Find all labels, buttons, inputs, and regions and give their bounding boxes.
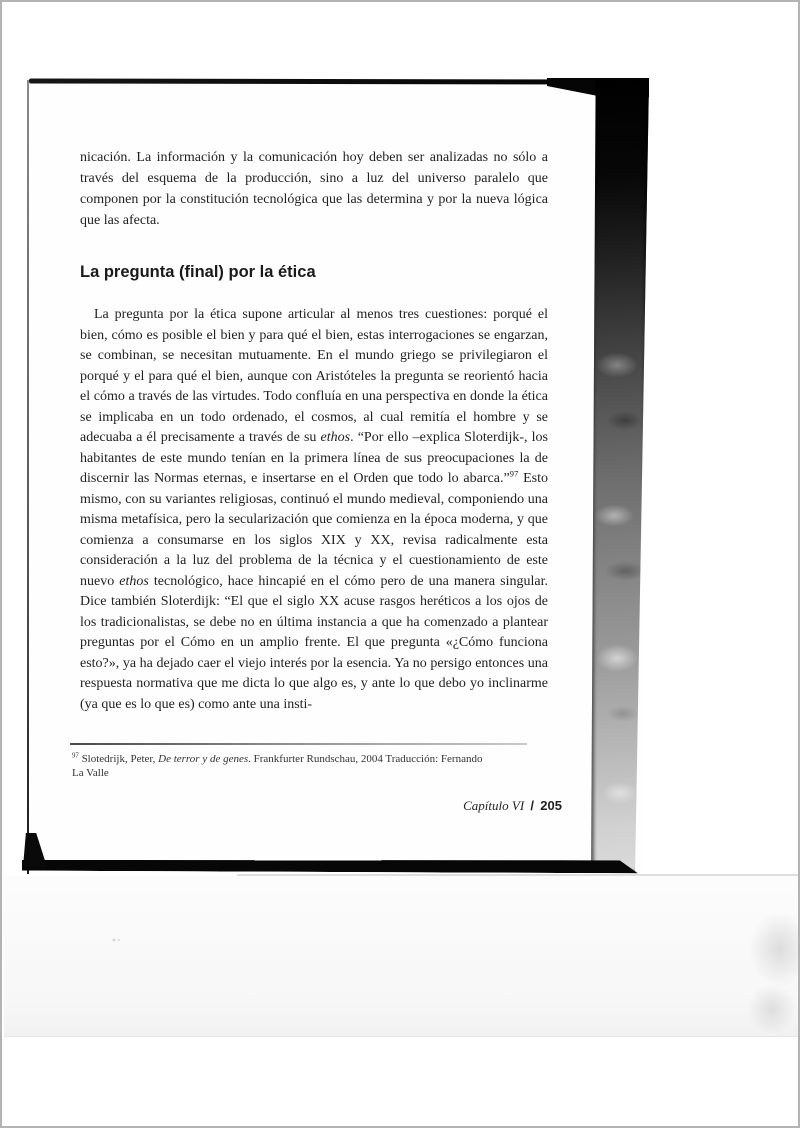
book-page — [27, 80, 644, 874]
page-left-edge — [27, 80, 29, 874]
chapter-label: Capítulo VI — [463, 798, 525, 813]
footnote: $^{97}$ Slotedrijk, Peter, De terror y de genes. Frankfurter Rundschau, 2004 Traducción: Fernando La Valle — [72, 752, 483, 779]
footnote-divider — [70, 743, 527, 745]
page-number: 205 — [540, 798, 562, 813]
scan-speck — [112, 938, 120, 942]
body-paragraph-continuation: nicación. La información y la comunicación hoy deben ser analizadas no sólo a través del esquema de la producción, sino a luz del universo paralelo que componen por la constitución tecnológica que las determina y por la nueva lógica que las afecta. — [80, 150, 548, 228]
body-paragraph-main: La pregunta por la ética supone articular al menos tres cuestiones: porqué el bien, cómo es posible el bien y para qué el bien, estas interrogaciones se engarzan, se combinan, se necesitan mutuamente. En el mundo griego se privilegiaron el porqué y el para qué el bien, aunque con Aristóteles la pregunta se reorientó hacia el cómo a través de las virtudes. Todo confluía en una perspectiva en donde la ética se implicaba en un todo ordenado, el cosmos, al cual remitía el hombre y se adecuaba a él precisamente a través de su ethos. “Por ello –explica Sloterdijk-, los habitantes de este mundo tenían en la primera línea de sus preocupaciones la de discernir las Normas eternas, e insertarse en el Orden que todo lo abarca.”$^{97}$ Esto mismo, con su variantes religiosas, continuó el mundo medieval, componiendo una misma metafísica, pero la secularización que comienza en la época moderna, y que comienza a consumarse en los siglos XIX y XX, revisa radicalmente esta consideración a la luz del problema de la técnica y el cuestionamiento de este nuevo ethos tecnológico, hace hincapié en el cómo pero de una manera singular. Dice también Sloterdijk: “El que el siglo XX acuse rasgos heréticos a los ojos de los tradicionalistas, se debe no en última instancia a que ha comenzado a plantear preguntas por el Cómo en un amplio frente. El que pregunta «¿Cómo funciona esto?», ya ha dejado caer el viejo interés por la esencia. Ya no persigo entonces una respuesta normativa que me dicta lo que algo es, y ante lo que debo yo inclinarme (ya que es lo que es) como ante una insti- — [80, 307, 549, 712]
page-footer — [463, 798, 562, 814]
page-top-edge — [29, 78, 604, 84]
scan-artifact-blob — [700, 900, 800, 1040]
scan-shadow-area — [4, 876, 798, 1037]
footer-separator: / — [530, 798, 535, 813]
section-heading: La pregunta (final) por la ética — [80, 263, 316, 281]
